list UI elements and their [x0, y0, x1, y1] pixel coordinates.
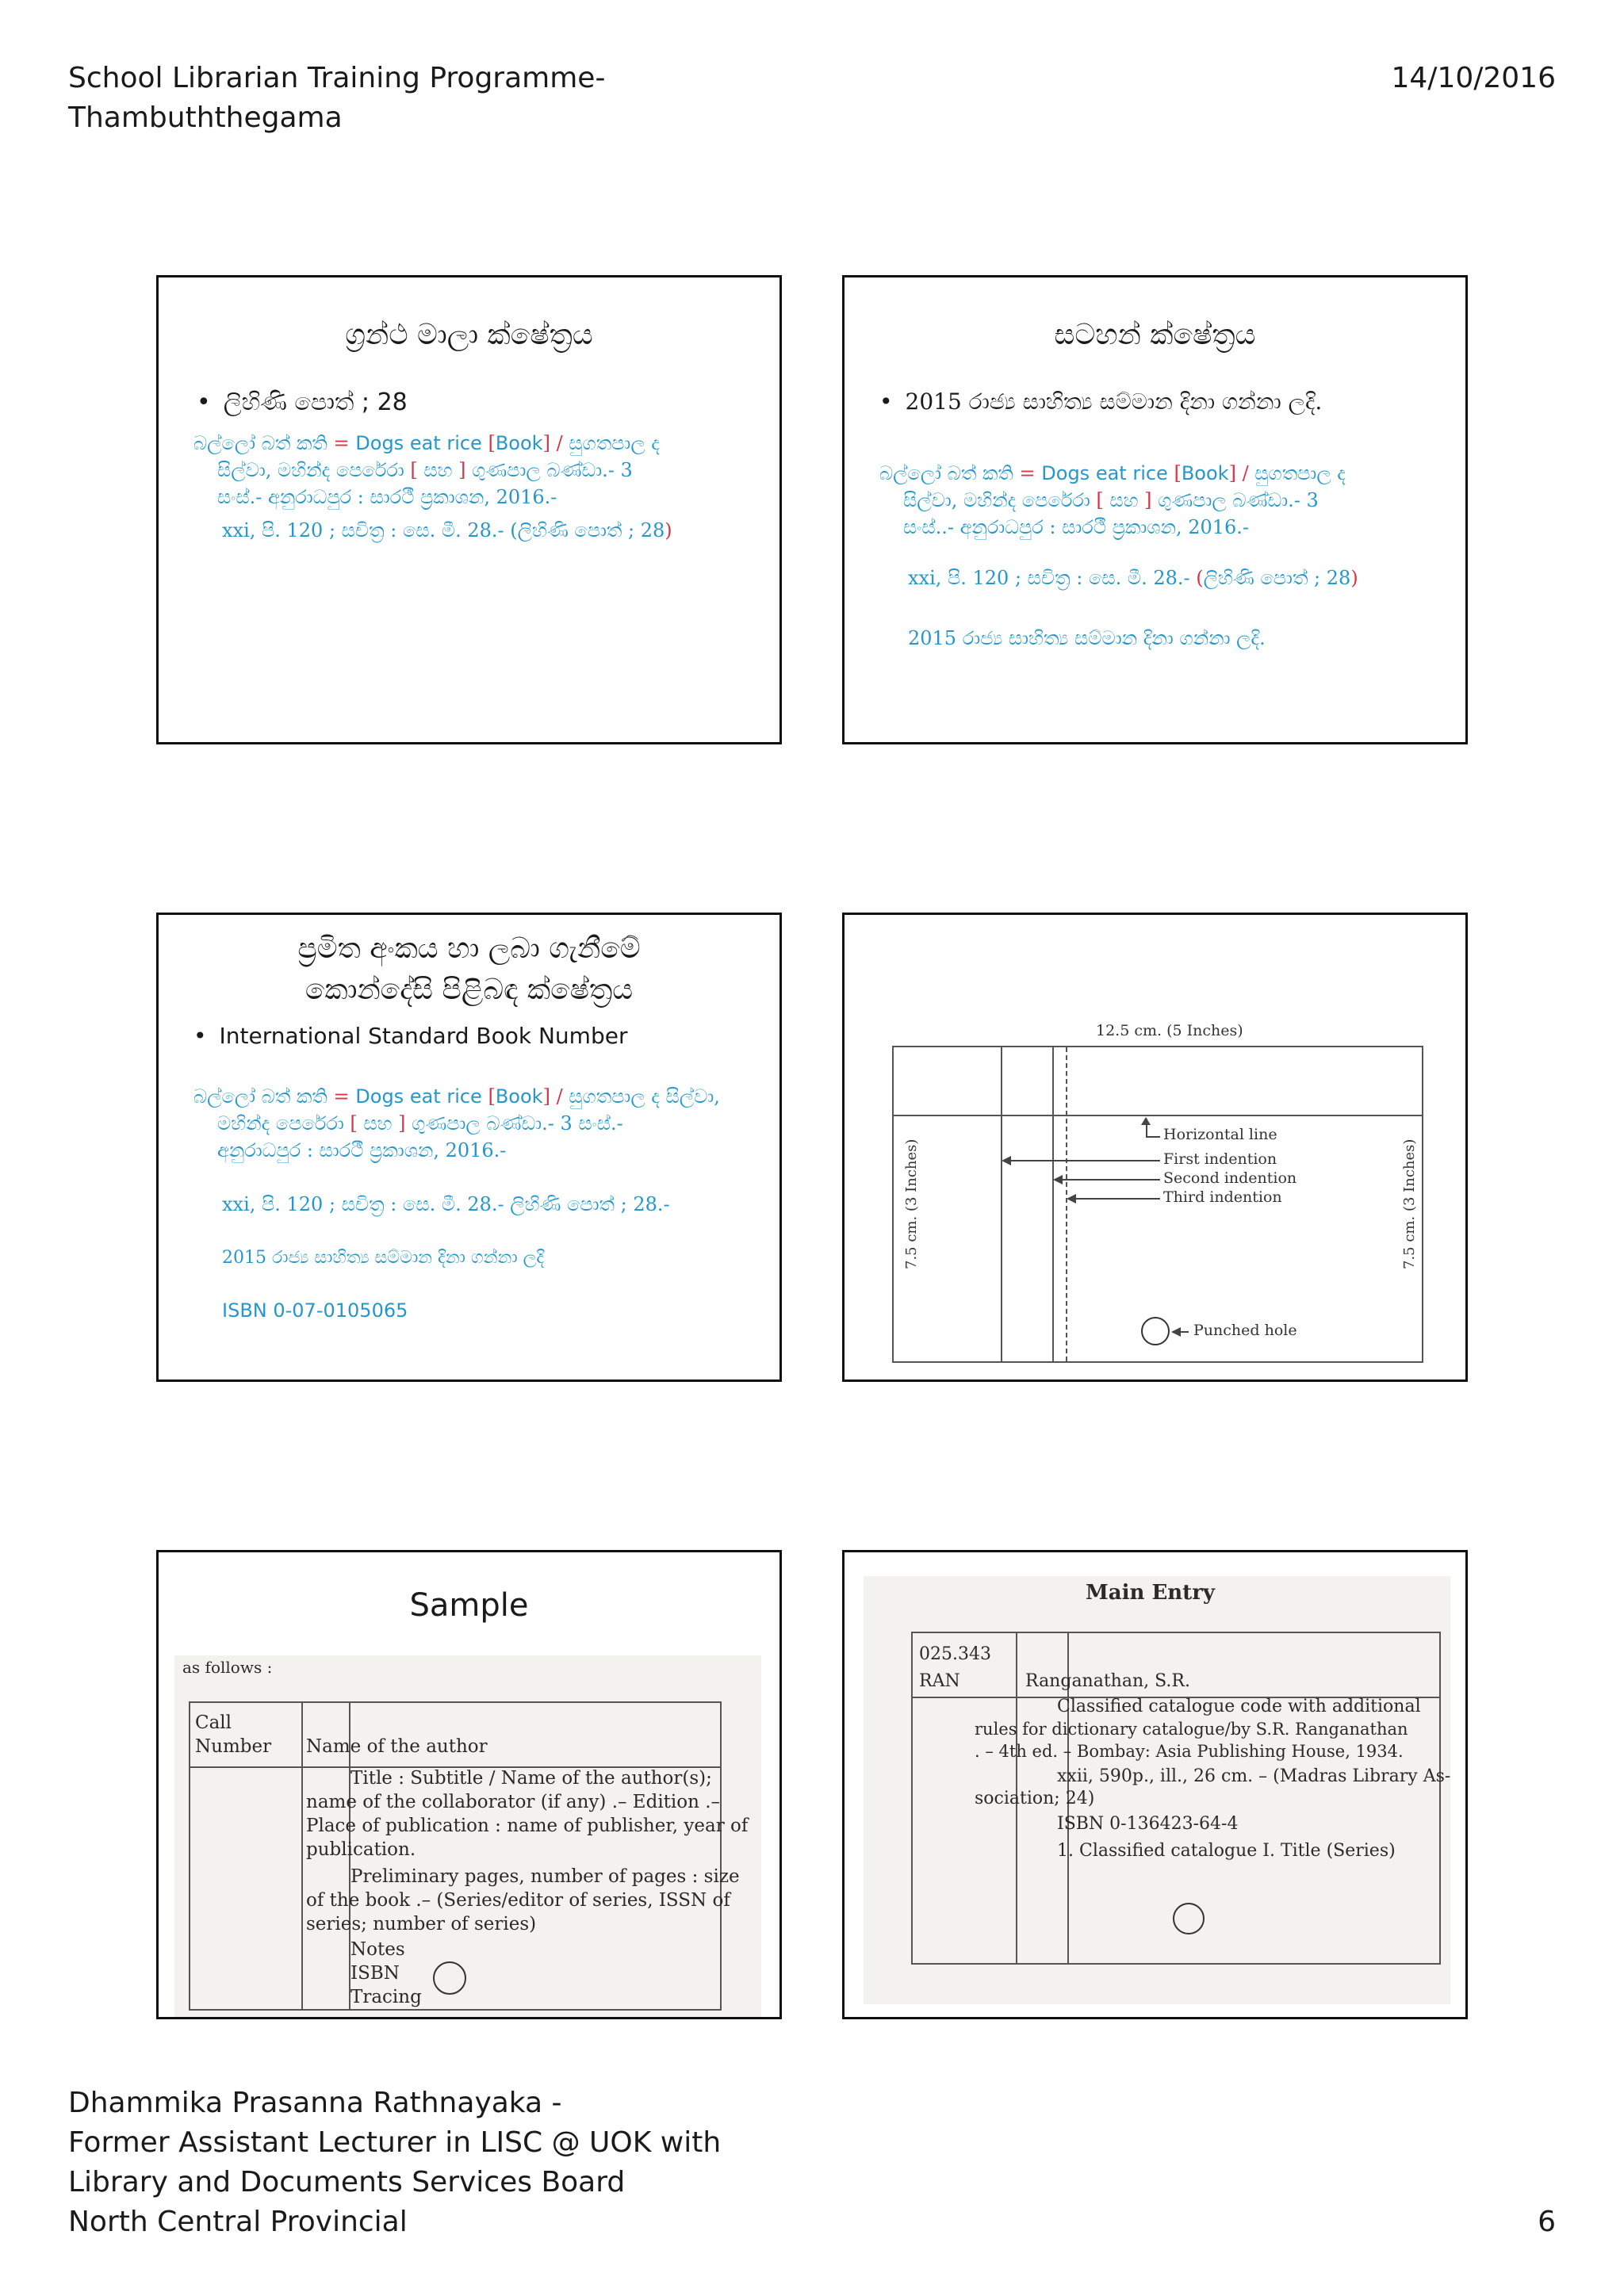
punched-hole-icon — [1141, 1317, 1170, 1345]
footer-line-4: North Central Provincial — [68, 2206, 408, 2238]
slide-main-entry — [842, 1550, 1468, 2019]
and-open: [ — [350, 1112, 358, 1135]
header-title — [68, 59, 605, 138]
gmd: Book — [495, 1085, 543, 1108]
imprint: අනුරාධපුර : සාරථී ප්‍රකාශන, 2016.- — [217, 1139, 507, 1161]
main-entry-line-2: rules for dictionary catalogue/by S.R. Ranganathan — [975, 1720, 1408, 1739]
gmd: Book — [1181, 462, 1229, 484]
responsibility-1: සුගතපාල ද සිල්වා, — [569, 1085, 720, 1108]
author-label: Name of the author — [306, 1736, 488, 1757]
series-close: ) — [1350, 567, 1358, 589]
slide-title: Main Entry — [1086, 1581, 1215, 1605]
entry-title: බල්ලෝ බත් කති — [193, 1085, 327, 1108]
bullet-item: • 2015 රාජ්‍ය සාහිත්‍ය සම්මාන දිනා ගන්නා ලදි. — [879, 388, 1322, 415]
call-number-label-1: Call — [195, 1712, 232, 1733]
sample-line-1: Title : Subtitle / Name of the author(s); — [350, 1768, 712, 1789]
up-arrow-icon — [1141, 1117, 1151, 1125]
note: 2015 රාජ්‍ය සාහිත්‍ය සම්මාන දිනා ගන්නා ලදි — [222, 1248, 545, 1268]
parallel-title: Dogs eat rice — [355, 1085, 482, 1108]
physical-description: xxi, පි. 120 ; සචිත්‍ර : සෙ. මී. 28.- ලිහිණි පොත් ; 28.- — [222, 1193, 670, 1215]
third-indention-arrow — [1068, 1198, 1160, 1200]
header-date: 14/10/2016 — [1391, 62, 1556, 94]
and-close: ] — [398, 1112, 406, 1135]
main-entry-line-5: sociation; 24) — [975, 1789, 1095, 1808]
slide-title-line-2: කොන්දේසි පිළිබඳ ක්ෂේත්‍රය — [304, 974, 634, 1006]
card-height-label-left: 7.5 cm. (3 Inches) — [903, 1138, 920, 1269]
footer-line-1: Dhammika Prasanna Rathnayaka - — [68, 2087, 562, 2119]
and-open: [ — [410, 459, 418, 481]
main-entry-tracing: 1. Classified catalogue I. Title (Series) — [1057, 1841, 1396, 1861]
parallel-title: Dogs eat rice — [355, 432, 482, 454]
first-indention-line — [1001, 1047, 1002, 1361]
entry-eq: = — [1013, 462, 1042, 484]
third-indention-line — [1066, 1047, 1067, 1361]
responsibility-2: මහින්ද පෙරේරා — [217, 1112, 350, 1135]
sample-card-col-1 — [301, 1703, 303, 2009]
slash: / — [550, 1085, 569, 1108]
third-indention-label: Third indention — [1163, 1188, 1282, 1206]
main-entry-isbn: ISBN 0-136423-64-4 — [1057, 1814, 1239, 1834]
responsibility-3: ගුණපාල බණ්ඩා.- 3 සංස්.- — [405, 1112, 623, 1135]
card-width-label: 12.5 cm. (5 Inches) — [1096, 1022, 1243, 1039]
note: 2015 රාජ්‍ය සාහිත්‍ය සම්මාන දිනා ගන්නා ලදි. — [908, 627, 1266, 649]
and-close: ] — [458, 459, 466, 481]
header-line-1: School Librarian Training Programme- — [68, 62, 606, 94]
sample-isbn: ISBN — [350, 1963, 400, 1984]
horizontal-line-pointer-foot — [1146, 1136, 1160, 1138]
slide-title: සටහන් ක්ෂේත්‍රය — [1054, 319, 1256, 351]
slide-title: ග්‍රන්ථ මාලා ක්ෂේත්‍රය — [345, 319, 593, 351]
horizontal-line — [894, 1115, 1422, 1116]
sample-line-3: Place of publication : name of publisher, year of — [306, 1816, 749, 1836]
series-close: ) — [665, 519, 672, 541]
imprint: සංස්..- අනුරාධපුර : සාරථී ප්‍රකාශන, 2016.- — [903, 516, 1250, 538]
and-word: සහ — [417, 459, 459, 481]
series-open: ( — [1196, 567, 1204, 589]
responsibility-2: සිල්වා, මහින්ද පෙරේරා — [903, 489, 1097, 511]
gmd-close: ] — [542, 432, 550, 454]
slide-title: Sample — [409, 1587, 529, 1624]
main-entry-line-1: Classified catalogue code with additional — [1057, 1697, 1421, 1716]
slide-sample — [156, 1550, 782, 2019]
physical-description: xxi, පි. 120 ; සචිත්‍ර : සෙ. මී. 28.- — [908, 567, 1197, 589]
slash: / — [550, 432, 569, 454]
entry-eq: = — [327, 1085, 356, 1108]
catalogue-card — [892, 1022, 1423, 1363]
sample-tracing: Tracing — [350, 1987, 422, 2007]
responsibility-2: සිල්වා, මහින්ද පෙරේරා — [217, 459, 411, 481]
punched-hole-icon — [433, 1961, 466, 1995]
series: ලිහිණි පොත් ; 28 — [1203, 567, 1351, 589]
responsibility-3: ගුණපාල බණ්ඩා.- 3 — [465, 459, 633, 481]
punched-hole-label: Punched hole — [1193, 1322, 1297, 1339]
catalogue-entry — [879, 460, 1358, 652]
and-word: සහ — [1103, 489, 1145, 511]
gmd-open: [ — [481, 1085, 496, 1108]
second-indention-arrow — [1055, 1179, 1160, 1181]
bullet-item: • International Standard Book Number — [193, 1023, 627, 1049]
responsibility-1: සුගතපාල ද — [569, 432, 660, 454]
slide-catalogue-card-diagram — [842, 913, 1468, 1382]
book-number: RAN — [919, 1671, 960, 1691]
entry-eq: = — [327, 432, 356, 454]
slide-standard-number-area — [156, 913, 782, 1382]
first-indention-label: First indention — [1163, 1150, 1277, 1168]
catalogue-entry — [193, 430, 672, 544]
punched-hole-icon — [1173, 1903, 1205, 1934]
main-entry-line-3: . – 4th ed. – Bombay: Asia Publishing House, 1934. — [975, 1742, 1404, 1761]
responsibility-3: ගුණපාල බණ්ඩා.- 3 — [1151, 489, 1319, 511]
sample-scan — [174, 1655, 761, 2017]
sample-line-7: series; number of series) — [306, 1914, 537, 1934]
call-number-label-2: Number — [195, 1736, 272, 1757]
header-line-2: Thambuththegama — [68, 101, 343, 134]
second-indention-line — [1052, 1047, 1054, 1361]
responsibility-1: සුගතපාල ද — [1254, 462, 1346, 484]
catalogue-entry — [193, 1083, 720, 1324]
parallel-title: Dogs eat rice — [1041, 462, 1168, 484]
sample-line-5: Preliminary pages, number of pages : size — [350, 1866, 740, 1887]
horizontal-line-label: Horizontal line — [1163, 1126, 1277, 1143]
imprint: සංස්.- අනුරාධපුර : සාරථී ප්‍රකාශන, 2016.- — [217, 486, 557, 508]
sample-line-6: of the book .– (Series/editor of series, ISSN of — [306, 1890, 730, 1911]
first-indention-arrow — [1003, 1160, 1160, 1161]
class-number: 025.343 — [919, 1644, 991, 1664]
sample-line-2: name of the collaborator (if any) .– Edition .– — [306, 1792, 721, 1812]
page-number: 6 — [1538, 2206, 1556, 2238]
main-entry-author: Ranganathan, S.R. — [1025, 1671, 1190, 1691]
second-indention-label: Second indention — [1163, 1169, 1297, 1187]
sample-line-4: publication. — [306, 1839, 416, 1860]
gmd-close: ] — [542, 1085, 550, 1108]
sample-notes: Notes — [350, 1939, 405, 1960]
entry-title: බල්ලෝ බත් කති — [193, 432, 327, 454]
slash: / — [1235, 462, 1255, 484]
slide-note-area — [842, 275, 1468, 744]
card-height-label-right: 7.5 cm. (3 Inches) — [1401, 1138, 1418, 1269]
sample-intro: as follows : — [182, 1658, 273, 1677]
main-entry-scan — [864, 1576, 1450, 2004]
and-word: සහ — [357, 1112, 399, 1135]
gmd-open: [ — [481, 432, 496, 454]
and-open: [ — [1096, 489, 1104, 511]
slide-series-area — [156, 275, 782, 744]
physical-description: xxi, පි. 120 ; සචිත්‍ර : සෙ. මී. 28.- (ලිහිණි පොත් ; 28 — [222, 519, 665, 541]
punched-hole-arrow — [1173, 1331, 1189, 1333]
footer-line-3: Library and Documents Services Board — [68, 2166, 626, 2198]
isbn: ISBN 0-07-0105065 — [222, 1299, 408, 1322]
main-entry-line-4: xxii, 590p., ill., 26 cm. – (Madras Library As- — [1057, 1766, 1451, 1786]
gmd-open: [ — [1167, 462, 1182, 484]
entry-title: බල්ලෝ බත් කති — [879, 462, 1013, 484]
and-close: ] — [1144, 489, 1152, 511]
slide-title-line-1: ප්‍රමිත අංකය හා ලබා ගැනීමේ — [297, 932, 641, 965]
footer-author — [68, 2084, 721, 2242]
footer-line-2: Former Assistant Lecturer in LISC @ UOK with — [68, 2126, 722, 2159]
gmd-close: ] — [1228, 462, 1236, 484]
bullet-item: • ලිහිණි පොත් ; 28 — [197, 388, 408, 416]
gmd: Book — [495, 432, 543, 454]
